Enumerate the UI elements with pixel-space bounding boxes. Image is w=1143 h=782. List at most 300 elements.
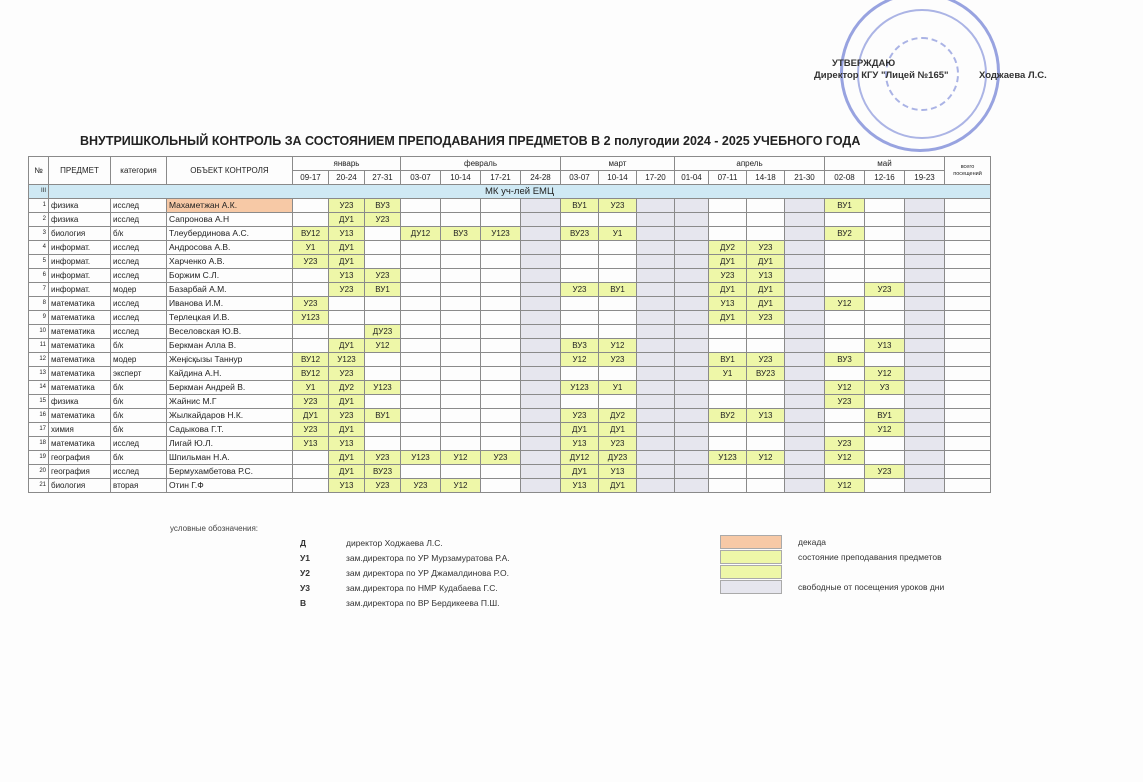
schedule-cell	[441, 353, 481, 367]
schedule-cell	[825, 213, 865, 227]
table-row	[29, 241, 991, 255]
schedule-cell	[441, 213, 481, 227]
schedule-cell: У13	[329, 479, 365, 493]
row-subject: география	[49, 451, 111, 465]
schedule-cell	[675, 465, 709, 479]
schedule-cell: У23	[825, 437, 865, 451]
schedule-cell: ДУ1	[709, 283, 747, 297]
schedule-cell	[785, 423, 825, 437]
row-category: б/к	[111, 339, 167, 353]
schedule-cell	[293, 465, 329, 479]
schedule-cell	[905, 241, 945, 255]
schedule-cell	[401, 367, 441, 381]
row-total	[945, 241, 991, 255]
schedule-cell: ВУ1	[865, 409, 905, 423]
schedule-cell	[637, 409, 675, 423]
schedule-cell: У3	[865, 381, 905, 395]
row-teacher: Андросова А.В.	[167, 241, 293, 255]
schedule-cell	[637, 465, 675, 479]
schedule-cell	[905, 297, 945, 311]
legend-code: У2	[300, 568, 311, 578]
row-number: 18	[29, 437, 49, 451]
row-number: 4	[29, 241, 49, 255]
schedule-cell	[599, 367, 637, 381]
schedule-cell: У23	[293, 297, 329, 311]
schedule-cell: У12	[561, 353, 599, 367]
schedule-cell: У23	[561, 409, 599, 423]
schedule-cell	[441, 325, 481, 339]
schedule-cell: У123	[709, 451, 747, 465]
schedule-cell	[481, 311, 521, 325]
row-teacher: Лигай Ю.Л.	[167, 437, 293, 451]
row-number: 6	[29, 269, 49, 283]
schedule-cell	[905, 283, 945, 297]
month-header: май	[825, 157, 945, 171]
schedule-cell	[401, 325, 441, 339]
row-subject: география	[49, 465, 111, 479]
table-row	[29, 311, 991, 325]
row-category: исслед	[111, 255, 167, 269]
schedule-cell	[293, 213, 329, 227]
schedule-cell	[521, 437, 561, 451]
schedule-cell	[675, 269, 709, 283]
row-category: б/к	[111, 381, 167, 395]
schedule-cell	[675, 227, 709, 241]
schedule-cell	[481, 353, 521, 367]
week-header: 17-20	[637, 171, 675, 185]
schedule-cell: У23	[401, 479, 441, 493]
schedule-cell	[747, 381, 785, 395]
row-subject: математика	[49, 367, 111, 381]
schedule-cell	[905, 437, 945, 451]
schedule-cell	[441, 367, 481, 381]
row-category: исслед	[111, 297, 167, 311]
schedule-cell	[401, 395, 441, 409]
schedule-cell	[521, 381, 561, 395]
row-total	[945, 227, 991, 241]
schedule-cell	[747, 213, 785, 227]
schedule-cell	[637, 395, 675, 409]
schedule-cell	[637, 297, 675, 311]
month-header: март	[561, 157, 675, 171]
legend-swatch	[720, 565, 782, 579]
schedule-cell	[905, 367, 945, 381]
schedule-cell: ВУ23	[561, 227, 599, 241]
table-row	[29, 199, 991, 213]
schedule-cell	[865, 479, 905, 493]
schedule-cell	[905, 255, 945, 269]
schedule-cell: ВУ3	[561, 339, 599, 353]
schedule-cell: У13	[561, 437, 599, 451]
legend-code: Д	[300, 538, 307, 548]
legend-text: директор Ходжаева Л.С.	[346, 538, 443, 548]
row-total	[945, 283, 991, 297]
week-header: 03-07	[401, 171, 441, 185]
schedule-cell: У12	[825, 381, 865, 395]
schedule-cell: У23	[481, 451, 521, 465]
schedule-cell: У23	[599, 353, 637, 367]
schedule-cell	[637, 241, 675, 255]
row-category: модер	[111, 353, 167, 367]
schedule-cell	[905, 409, 945, 423]
row-number: 8	[29, 297, 49, 311]
row-teacher: Отин Г.Ф	[167, 479, 293, 493]
schedule-cell: У123	[329, 353, 365, 367]
row-subject: информат.	[49, 269, 111, 283]
schedule-cell: У23	[329, 283, 365, 297]
legend-code: У3	[300, 583, 311, 593]
schedule-cell	[675, 353, 709, 367]
table-row	[29, 213, 991, 227]
table-row	[29, 255, 991, 269]
row-teacher: Сапронова А.Н	[167, 213, 293, 227]
schedule-cell	[747, 479, 785, 493]
schedule-cell	[481, 395, 521, 409]
schedule-cell	[401, 423, 441, 437]
schedule-cell	[441, 255, 481, 269]
schedule-cell	[293, 479, 329, 493]
schedule-cell	[825, 339, 865, 353]
schedule-cell	[293, 283, 329, 297]
row-number: 11	[29, 339, 49, 353]
schedule-cell	[865, 437, 905, 451]
schedule-cell: У23	[865, 465, 905, 479]
schedule-cell	[481, 297, 521, 311]
schedule-cell	[481, 409, 521, 423]
schedule-cell	[825, 283, 865, 297]
schedule-cell: ДУ1	[709, 311, 747, 325]
week-header: 01-04	[675, 171, 709, 185]
schedule-cell	[709, 479, 747, 493]
schedule-cell	[521, 423, 561, 437]
table-row	[29, 465, 991, 479]
schedule-cell: ДУ1	[329, 423, 365, 437]
schedule-cell	[747, 199, 785, 213]
schedule-cell	[637, 451, 675, 465]
schedule-cell	[401, 311, 441, 325]
schedule-cell	[401, 255, 441, 269]
schedule-cell: ДУ1	[747, 255, 785, 269]
schedule-cell	[905, 311, 945, 325]
schedule-cell	[561, 241, 599, 255]
schedule-cell: У23	[561, 283, 599, 297]
schedule-cell	[785, 465, 825, 479]
schedule-cell	[521, 339, 561, 353]
week-header: 12-16	[865, 171, 905, 185]
schedule-cell: ДУ1	[329, 451, 365, 465]
schedule-cell	[709, 325, 747, 339]
row-teacher: Веселовская Ю.В.	[167, 325, 293, 339]
row-total	[945, 465, 991, 479]
row-subject: математика	[49, 297, 111, 311]
schedule-cell	[865, 311, 905, 325]
month-header: февраль	[401, 157, 561, 171]
schedule-cell: У23	[293, 255, 329, 269]
schedule-cell	[825, 409, 865, 423]
table-row	[29, 269, 991, 283]
schedule-cell: ДУ1	[329, 395, 365, 409]
schedule-cell	[401, 353, 441, 367]
schedule-cell	[865, 255, 905, 269]
schedule-cell	[785, 255, 825, 269]
schedule-cell	[709, 437, 747, 451]
legend-caption: условные обозначения:	[170, 524, 259, 533]
week-header: 10-14	[599, 171, 637, 185]
schedule-cell	[785, 395, 825, 409]
row-number: 19	[29, 451, 49, 465]
row-teacher: Иванова И.М.	[167, 297, 293, 311]
schedule-cell: ВУ23	[747, 367, 785, 381]
schedule-cell	[865, 269, 905, 283]
row-category: б/к	[111, 395, 167, 409]
row-number: 2	[29, 213, 49, 227]
schedule-cell	[785, 409, 825, 423]
schedule-cell	[709, 227, 747, 241]
row-subject: физика	[49, 199, 111, 213]
schedule-cell: ВУ3	[441, 227, 481, 241]
legend-text: зам.директора по УР Мурзамуратова Р.А.	[346, 553, 510, 563]
schedule-cell: ВУ12	[293, 227, 329, 241]
row-category: модер	[111, 283, 167, 297]
row-total	[945, 213, 991, 227]
week-header: 09-17	[293, 171, 329, 185]
schedule-cell	[637, 381, 675, 395]
schedule-cell	[521, 227, 561, 241]
schedule-cell	[481, 213, 521, 227]
schedule-cell	[785, 241, 825, 255]
row-category: исслед	[111, 241, 167, 255]
row-total	[945, 255, 991, 269]
schedule-cell	[747, 395, 785, 409]
schedule-cell: У23	[293, 423, 329, 437]
schedule-cell	[709, 213, 747, 227]
schedule-cell: ВУ1	[599, 283, 637, 297]
schedule-cell	[637, 283, 675, 297]
schedule-cell	[675, 451, 709, 465]
legend-code: В	[300, 598, 307, 608]
row-teacher: Жылкайдаров Н.К.	[167, 409, 293, 423]
schedule-cell	[401, 339, 441, 353]
schedule-cell	[293, 451, 329, 465]
schedule-cell	[785, 451, 825, 465]
row-teacher: Боржим С.Л.	[167, 269, 293, 283]
row-subject: информат.	[49, 241, 111, 255]
schedule-cell	[441, 269, 481, 283]
schedule-cell	[521, 395, 561, 409]
schedule-cell	[521, 311, 561, 325]
schedule-cell	[401, 199, 441, 213]
schedule-cell	[709, 199, 747, 213]
schedule-cell	[401, 283, 441, 297]
schedule-cell: У123	[365, 381, 401, 395]
schedule-cell	[709, 423, 747, 437]
schedule-cell	[599, 311, 637, 325]
schedule-cell	[785, 227, 825, 241]
row-number: 17	[29, 423, 49, 437]
schedule-cell	[785, 199, 825, 213]
schedule-cell	[365, 241, 401, 255]
schedule-cell	[561, 269, 599, 283]
week-header: 17-21	[481, 171, 521, 185]
schedule-cell: У12	[599, 339, 637, 353]
schedule-cell	[675, 409, 709, 423]
legend-text: зам.директора по ВР Бердикеева П.Ш.	[346, 598, 500, 608]
schedule-cell	[441, 311, 481, 325]
row-total	[945, 409, 991, 423]
schedule-cell	[905, 479, 945, 493]
row-subject: математика	[49, 325, 111, 339]
schedule-cell	[675, 339, 709, 353]
schedule-cell: ВУ1	[561, 199, 599, 213]
row-subject: математика	[49, 353, 111, 367]
schedule-cell	[521, 479, 561, 493]
schedule-cell: ВУ23	[365, 465, 401, 479]
legend-swatch-label: свободные от посещения уроков дни	[798, 582, 945, 592]
schedule-cell	[599, 241, 637, 255]
schedule-cell	[905, 339, 945, 353]
schedule-cell: У23	[747, 353, 785, 367]
schedule-cell: ВУ3	[365, 199, 401, 213]
schedule-cell: У123	[481, 227, 521, 241]
schedule-cell: У23	[747, 311, 785, 325]
schedule-cell	[785, 311, 825, 325]
row-teacher: Жайнис М.Г	[167, 395, 293, 409]
schedule-cell: У13	[865, 339, 905, 353]
schedule-cell	[365, 367, 401, 381]
schedule-cell: ДУ1	[599, 423, 637, 437]
schedule-cell	[637, 227, 675, 241]
schedule-cell	[521, 283, 561, 297]
schedule-cell: У23	[329, 367, 365, 381]
approval-line1: УТВЕРЖДАЮ	[832, 58, 896, 69]
schedule-cell: ДУ2	[599, 409, 637, 423]
row-teacher: Беркман Андрей В.	[167, 381, 293, 395]
row-number: 15	[29, 395, 49, 409]
schedule-cell	[401, 297, 441, 311]
schedule-cell	[905, 451, 945, 465]
schedule-cell	[365, 395, 401, 409]
schedule-cell: У23	[709, 269, 747, 283]
schedule-cell	[905, 199, 945, 213]
schedule-cell: ДУ12	[401, 227, 441, 241]
table-row	[29, 283, 991, 297]
row-subject: химия	[49, 423, 111, 437]
schedule-cell: У23	[329, 409, 365, 423]
schedule-cell	[637, 437, 675, 451]
schedule-cell	[599, 395, 637, 409]
schedule-cell	[675, 395, 709, 409]
schedule-cell	[637, 311, 675, 325]
row-total	[945, 199, 991, 213]
schedule-cell	[675, 381, 709, 395]
schedule-cell: ВУ1	[365, 283, 401, 297]
schedule-cell: У13	[709, 297, 747, 311]
schedule-cell	[521, 241, 561, 255]
row-category: исслед	[111, 465, 167, 479]
schedule-cell	[441, 423, 481, 437]
schedule-cell	[675, 423, 709, 437]
schedule-cell: ДУ1	[747, 283, 785, 297]
schedule-cell	[637, 353, 675, 367]
table-row	[29, 451, 991, 465]
row-total	[945, 451, 991, 465]
schedule-cell	[785, 353, 825, 367]
row-category: исслед	[111, 311, 167, 325]
week-header: 21-30	[785, 171, 825, 185]
schedule-cell	[785, 437, 825, 451]
schedule-cell	[365, 297, 401, 311]
table-row	[29, 367, 991, 381]
schedule-cell	[481, 269, 521, 283]
schedule-cell	[365, 437, 401, 451]
schedule-cell: У1	[293, 241, 329, 255]
schedule-cell	[481, 283, 521, 297]
schedule-cell: У13	[747, 409, 785, 423]
schedule-cell: У12	[825, 479, 865, 493]
schedule-cell	[441, 297, 481, 311]
row-subject: биология	[49, 227, 111, 241]
header-category: категория	[111, 157, 167, 185]
schedule-cell: ДУ1	[329, 241, 365, 255]
schedule-cell	[785, 325, 825, 339]
row-teacher: Беркман Алла В.	[167, 339, 293, 353]
schedule-cell	[825, 423, 865, 437]
schedule-cell	[637, 269, 675, 283]
schedule-cell: ВУ2	[825, 227, 865, 241]
schedule-cell: У13	[329, 227, 365, 241]
table-row	[29, 479, 991, 493]
schedule-cell	[675, 437, 709, 451]
schedule-cell	[865, 297, 905, 311]
schedule-cell: У12	[365, 339, 401, 353]
schedule-cell: ВУ1	[825, 199, 865, 213]
schedule-cell	[747, 325, 785, 339]
schedule-cell	[561, 367, 599, 381]
schedule-cell	[293, 269, 329, 283]
schedule-cell	[481, 381, 521, 395]
schedule-cell: У13	[293, 437, 329, 451]
schedule-cell: У13	[599, 465, 637, 479]
schedule-cell	[865, 241, 905, 255]
schedule-cell	[521, 451, 561, 465]
row-subject: информат.	[49, 283, 111, 297]
table-row	[29, 395, 991, 409]
schedule-cell	[481, 367, 521, 381]
week-header: 20-24	[329, 171, 365, 185]
week-header: 10-14	[441, 171, 481, 185]
row-total	[945, 437, 991, 451]
control-schedule-table	[28, 156, 991, 493]
schedule-cell	[521, 409, 561, 423]
row-subject: физика	[49, 213, 111, 227]
row-category: вторая	[111, 479, 167, 493]
page-title: ВНУТРИШКОЛЬНЫЙ КОНТРОЛЬ ЗА СОСТОЯНИЕМ ПРЕПОДАВАНИЯ ПРЕДМЕТОВ В 2 полугодии 2024 - 2025 УЧЕБНОГО ГОДА	[80, 134, 861, 148]
schedule-cell	[481, 255, 521, 269]
schedule-cell	[481, 325, 521, 339]
schedule-cell	[365, 311, 401, 325]
legend-code: У1	[300, 553, 311, 563]
row-number: 3	[29, 227, 49, 241]
schedule-cell: У12	[825, 451, 865, 465]
schedule-cell: У1	[293, 381, 329, 395]
schedule-cell	[905, 381, 945, 395]
row-total	[945, 353, 991, 367]
schedule-cell: У23	[825, 395, 865, 409]
schedule-cell: ДУ1	[599, 479, 637, 493]
schedule-cell	[865, 353, 905, 367]
schedule-cell	[747, 227, 785, 241]
legend-swatch	[720, 580, 782, 594]
